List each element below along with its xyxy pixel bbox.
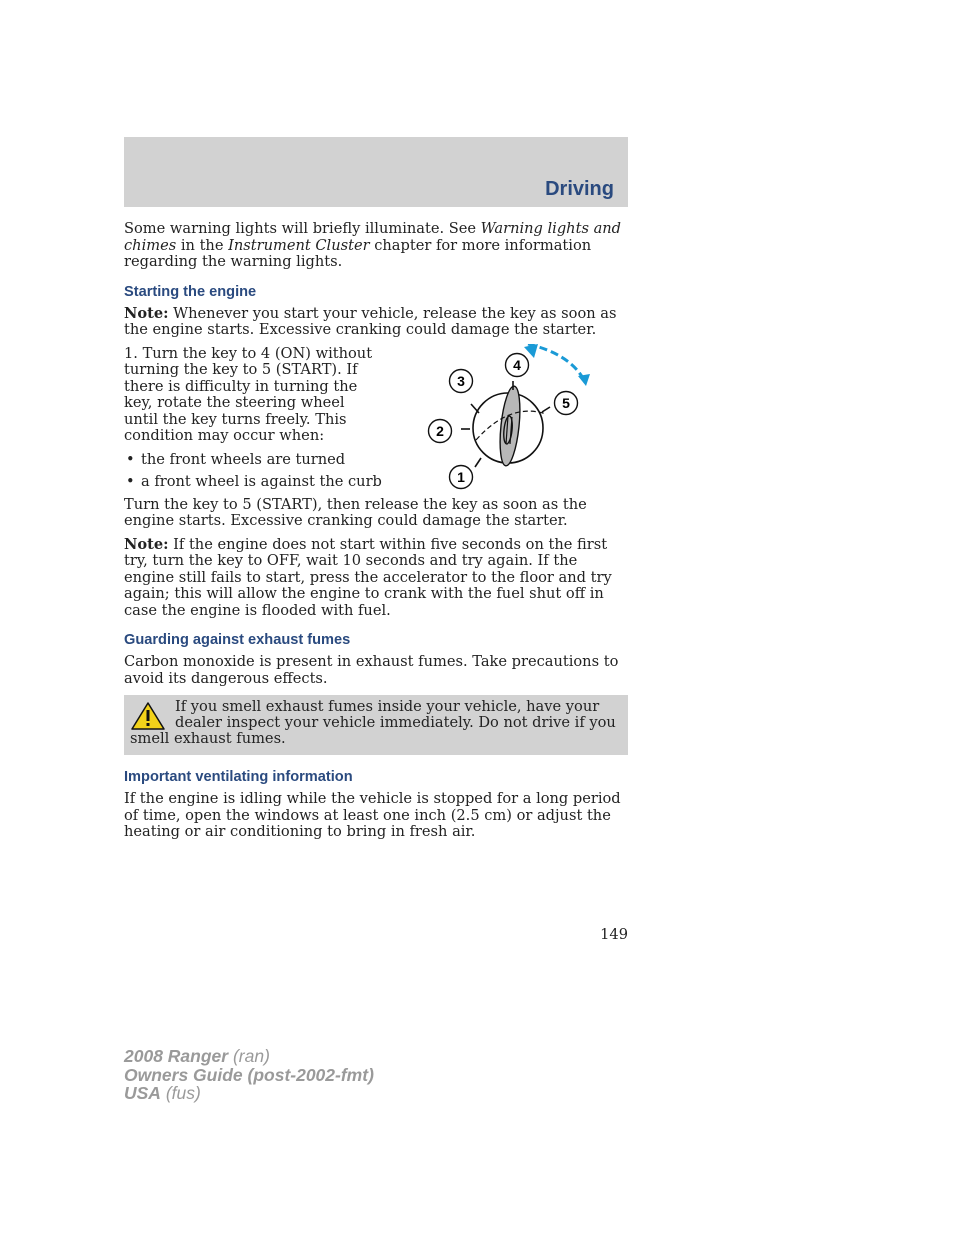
- list-item-text: the front wheels are turned: [141, 450, 346, 468]
- instrument-cluster-ref: Instrument Cluster: [228, 236, 370, 254]
- note-label: Note:: [124, 304, 169, 322]
- step-1-end: Turn the key to 5 (START), then release the key as soon as the engine starts. Excessive cranking could damage the starter.: [124, 495, 587, 529]
- intro-paragraph: [124, 221, 628, 271]
- rotation-arrow-icon: [524, 344, 590, 386]
- step-1: 1. Turn the key to 4 (ON) without turning the key to 5 (START). If there is difficulty in turning the key, rotate the steering wheel until the key turns freely. This condition may occur when:: [124, 344, 373, 444]
- ignition-cylinder: [473, 385, 546, 466]
- heading-exhaust-fumes: Guarding against exhaust fumes: [124, 632, 351, 648]
- intro-text: in the: [176, 236, 229, 254]
- footer: [124, 1047, 374, 1103]
- note-paragraph: [124, 537, 628, 620]
- footer-line-2: Owners Guide (post-2002-fmt): [124, 1064, 374, 1085]
- page-number: 149: [600, 926, 628, 943]
- svg-text:3: 3: [457, 372, 465, 389]
- position-5-label: [555, 391, 578, 414]
- footer-line-3: USA (fus): [124, 1083, 201, 1103]
- position-4-label: [506, 353, 529, 376]
- section-title: Driving: [545, 178, 614, 200]
- list-item: • a front wheel is against the curb: [126, 473, 382, 490]
- step-block: [124, 346, 628, 530]
- warning-lights-ref: Warning lights and chimes: [124, 220, 622, 254]
- ignition-key-diagram: [424, 344, 594, 504]
- intro-text: chapter for more information regarding the warning lights.: [124, 236, 592, 270]
- heading-starting-engine: Starting the engine: [124, 283, 257, 300]
- svg-text:4: 4: [513, 356, 521, 373]
- footer-line-1: 2008 Ranger (ran): [124, 1046, 270, 1066]
- position-2-label: [429, 419, 452, 442]
- position-1-label: [450, 465, 473, 488]
- warning-box: [124, 695, 628, 755]
- position-3-label: [450, 369, 473, 392]
- heading-ventilating: Important ventilating information: [124, 769, 353, 785]
- exhaust-paragraph: Carbon monoxide is present in exhaust fumes. Take precautions to avoid its dangerous effects.: [124, 653, 619, 687]
- intro-text: Some warning lights will briefly illuminate. See: [124, 220, 481, 237]
- note-label: Note:: [124, 535, 169, 553]
- section-header: [124, 137, 628, 207]
- svg-text:5: 5: [562, 394, 570, 411]
- list-item: • the front wheels are turned: [126, 450, 346, 468]
- note-text: If the engine does not start within five seconds on the first try, turn the key to OFF, wait 10 seconds and try again. If the engine still fails to start, press the accelerator to the floor and try again; this will allow the engine to crank with the fuel shut off in case the engine is flooded with fuel.: [124, 535, 612, 619]
- warning-text: If you smell exhaust fumes inside your vehicle, have your dealer inspect your vehicle immediately. Do not drive if you smell exhaust fumes.: [130, 698, 616, 747]
- note-paragraph: [124, 306, 628, 339]
- note-text: Whenever you start your vehicle, release the key as soon as the engine starts. Excessive cranking could damage the starter.: [124, 304, 617, 338]
- ventilating-paragraph: If the engine is idling while the vehicle is stopped for a long period of time, open the windows at least one inch (2.5 cm) or adjust the heating or air conditioning to bring in fresh air.: [124, 790, 621, 840]
- list-item-text: a front wheel is against the curb: [141, 473, 382, 490]
- svg-text:1: 1: [457, 468, 465, 485]
- main-content: [124, 221, 628, 848]
- warning-triangle-icon: [130, 701, 166, 731]
- svg-text:2: 2: [436, 422, 444, 439]
